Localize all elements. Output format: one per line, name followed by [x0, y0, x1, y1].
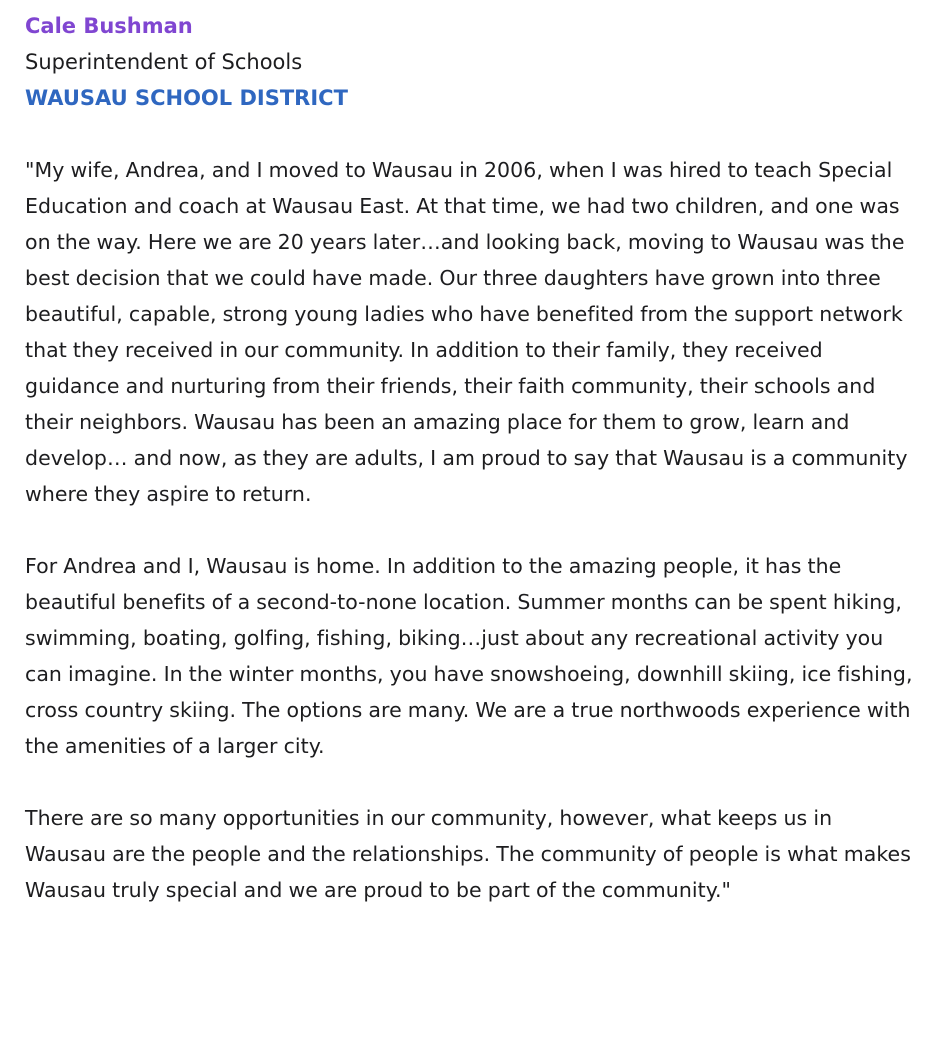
person-name: Cale Bushman: [25, 14, 193, 38]
quote-paragraph: "My wife, Andrea, and I moved to Wausau in 2006, when I was hired to teach Special Education and coach at Wausau East. At that time, we had two children, and one was on the way. Here we are 20 years later…and looking back, moving to Wausau was the best decision that we could have made. Our three daughters have grown into three beautiful, capable, strong young ladies who have benefited from the support network that they received in our community. In addition to their family, they received guidance and nurturing from their friends, their faith community, their schools and their neighbors. Wausau has been an amazing place for them to grow, learn and develop… and now, as they are adults, I am proud to say that Wausau is a community where they aspire to return.: [25, 158, 908, 506]
person-title: Superintendent of Schools: [25, 50, 303, 74]
quote-paragraph: For Andrea and I, Wausau is home. In addition to the amazing people, it has the beautiful benefits of a second-to-none location. Summer months can be spent hiking, swimming, boating, golfing, fishing, biking…just about any recreational activity you can imagine. In the winter months, you have snowshoeing, downhill skiing, ice fishing, cross country skiing. The options are many. We are a true northwoods experience with the amenities of a larger city.: [25, 554, 913, 758]
quote-paragraph: There are so many opportunities in our community, however, what keeps us in Wausau are the people and the relationships. The community of people is what makes Wausau truly special and we are proud to be part of the community.": [25, 806, 911, 902]
organization-name: WAUSAU SCHOOL DISTRICT: [25, 86, 348, 110]
testimonial-quote: [25, 152, 914, 908]
